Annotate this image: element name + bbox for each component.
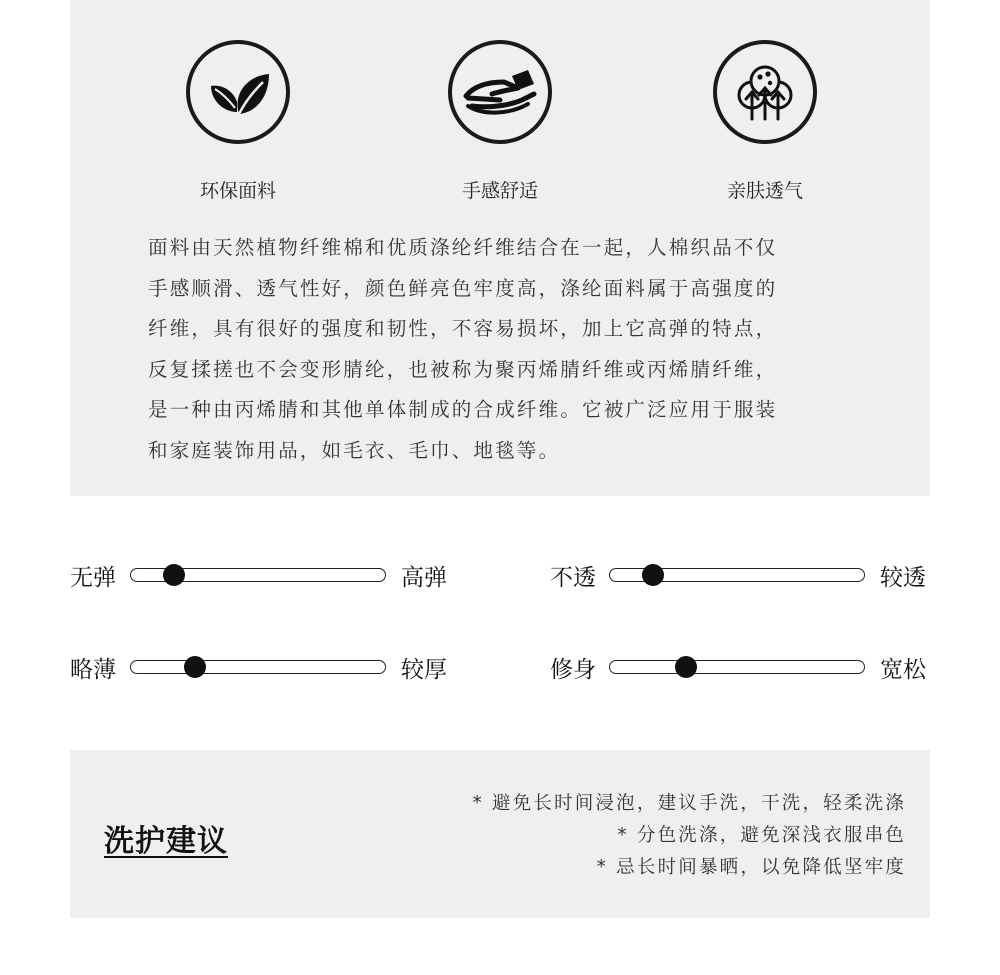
description-line: 反复揉搓也不会变形腈纶，也被称为聚丙烯腈纤维或丙烯腈纤维， (148, 357, 778, 381)
thickness-scale (70, 652, 450, 682)
scale-track (609, 660, 865, 674)
scale-max-label: 较透 (880, 564, 926, 591)
scale-track (130, 660, 386, 674)
care-instructions-panel (70, 750, 930, 918)
description-line: 和家庭装饰用品，如毛衣、毛巾、地毯等。 (148, 438, 561, 462)
scale-knob (184, 656, 206, 678)
care-instruction: * 分色洗涤，避免深浅衣服串色 (617, 825, 906, 846)
feature-label: 亲肤透气 (726, 180, 803, 202)
care-instruction: * 忌长时间暴晒，以免降低坚牢度 (596, 857, 906, 878)
scale-min-label: 无弹 (70, 564, 116, 591)
scale-min-label: 不透 (550, 564, 596, 591)
care-instruction: * 避免长时间浸泡，建议手洗，干洗，轻柔洗涤 (472, 793, 906, 814)
breathability-scale (550, 560, 930, 590)
scale-min-label: 略薄 (70, 656, 116, 683)
description-line: 是一种由丙烯腈和其他单体制成的合成纤维。它被广泛应用于服装 (148, 398, 778, 421)
care-instructions-list (472, 788, 906, 884)
scale-knob (642, 564, 664, 586)
feature-comfortable-touch (420, 40, 580, 203)
care-title: 洗护建议 (104, 824, 228, 859)
scale-knob (163, 564, 185, 586)
description-line: 纤维，具有很好的强度和韧性，不容易损坏，加上它高弹的特点， (148, 317, 778, 340)
scale-knob (675, 656, 697, 678)
scale-track (130, 568, 386, 582)
fit-scale (550, 652, 930, 682)
fabric-description (148, 228, 868, 471)
scale-max-label: 宽松 (880, 656, 926, 683)
breathable-tree-icon (713, 40, 817, 144)
feature-breathable (685, 40, 845, 203)
scale-max-label: 较厚 (401, 656, 447, 683)
scale-track (609, 568, 865, 582)
hand-icon (448, 40, 552, 144)
elasticity-scale (70, 560, 450, 590)
feature-eco-fabric (158, 40, 318, 203)
scale-min-label: 修身 (550, 656, 596, 683)
scale-max-label: 高弹 (401, 564, 447, 591)
description-line: 手感顺滑、透气性好，颜色鲜亮色牢度高，涤纶面料属于高强度的 (148, 276, 778, 300)
feature-label: 环保面料 (199, 180, 276, 202)
description-line: 面料由天然植物纤维棉和优质涤纶纤维结合在一起，人棉织品不仅 (148, 236, 778, 259)
leaf-icon (186, 40, 290, 144)
feature-label: 手感舒适 (461, 180, 538, 202)
